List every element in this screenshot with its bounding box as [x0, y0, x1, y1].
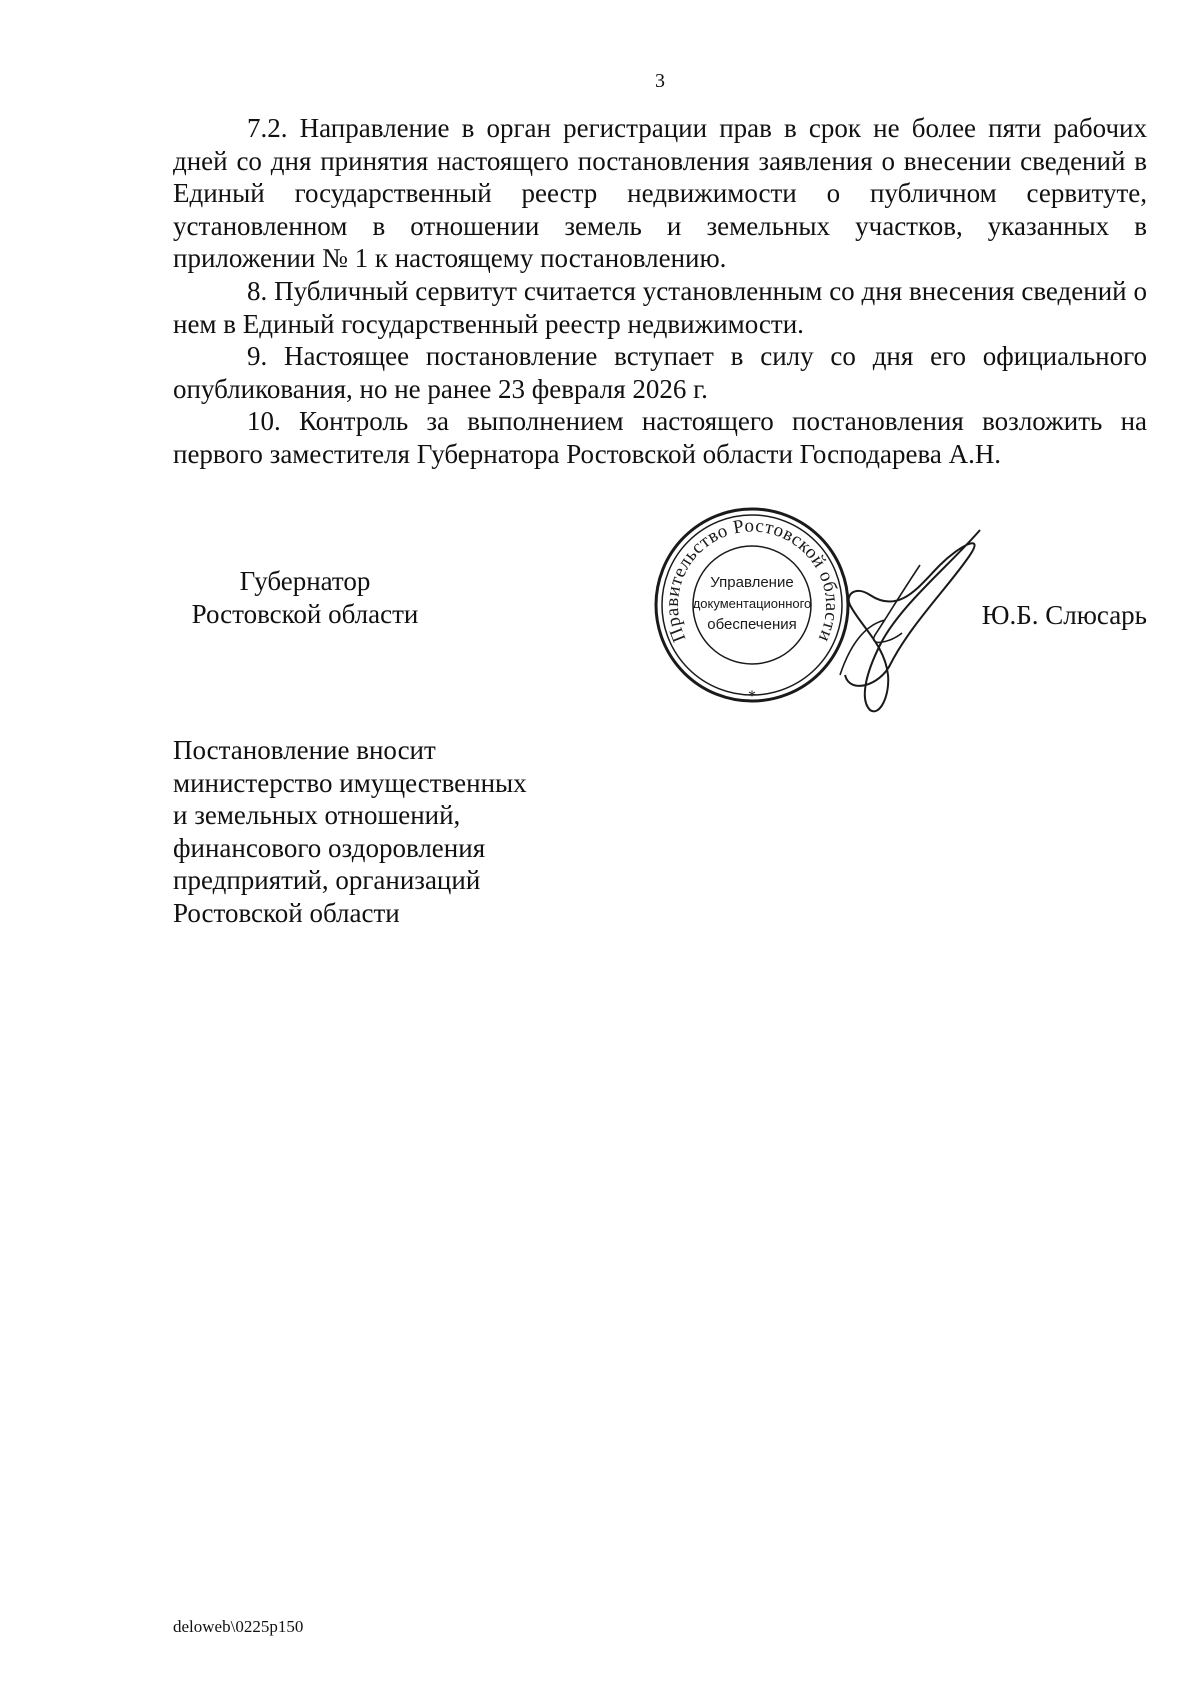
submitter-line: министерство имущественных [173, 767, 527, 798]
seal-star-icon: * [748, 688, 756, 705]
submitter-line: Постановление вносит [173, 735, 436, 765]
seal-ring-text: Правительство Ростовской области [661, 515, 843, 646]
document-body [173, 112, 1147, 471]
signatory-title [176, 565, 434, 631]
paragraph-9: 9. Настоящее постановление вступает в силу со дня его официального опубликования, но не ранее 23 февраля 2026 г. [173, 341, 1147, 404]
page-number: 3 [655, 70, 665, 92]
paragraph-7-2: 7.2. Направление в орган регистрации прав в срок не более пяти рабочих дней со дня принятия настоящего постановления заявления о внесении сведений в Единый государственный реестр недвижимости о публичном сервитуте, установленном в отношении земель и земельных участков, указанных в приложении № 1 к настоящему постановлению. [173, 113, 1147, 274]
paragraph-8: 8. Публичный сервитут считается установленным со дня внесения сведений о нем в Единый государственный реестр недвижимости. [173, 275, 1147, 339]
seal-center-line1: Управление [710, 574, 794, 591]
paragraph-10: 10. Контроль за выполнением настоящего постановления возложить на первого заместителя Губернатора Ростовской области Господарева А.Н. [173, 406, 1147, 469]
signatory-title-line1: Губернатор [239, 566, 371, 596]
seal-center-line2: документационного [692, 596, 812, 611]
official-seal [652, 505, 852, 705]
seal-center-line3: обеспечения [707, 616, 797, 633]
submitter-line: Ростовской области [173, 897, 400, 928]
submitter-line: финансового оздоровления [173, 832, 486, 863]
submitter-line: и земельных отношений, [173, 800, 461, 831]
submitter-line: предприятий, организаций [173, 865, 481, 896]
submitter-block [173, 734, 527, 930]
footer-file-code: deloweb\0225p150 [173, 1617, 304, 1636]
signatory-name: Ю.Б. Слюсарь [981, 600, 1147, 630]
handwritten-signature-icon [830, 525, 1000, 725]
signatory-title-line2: Ростовской области [191, 599, 419, 629]
